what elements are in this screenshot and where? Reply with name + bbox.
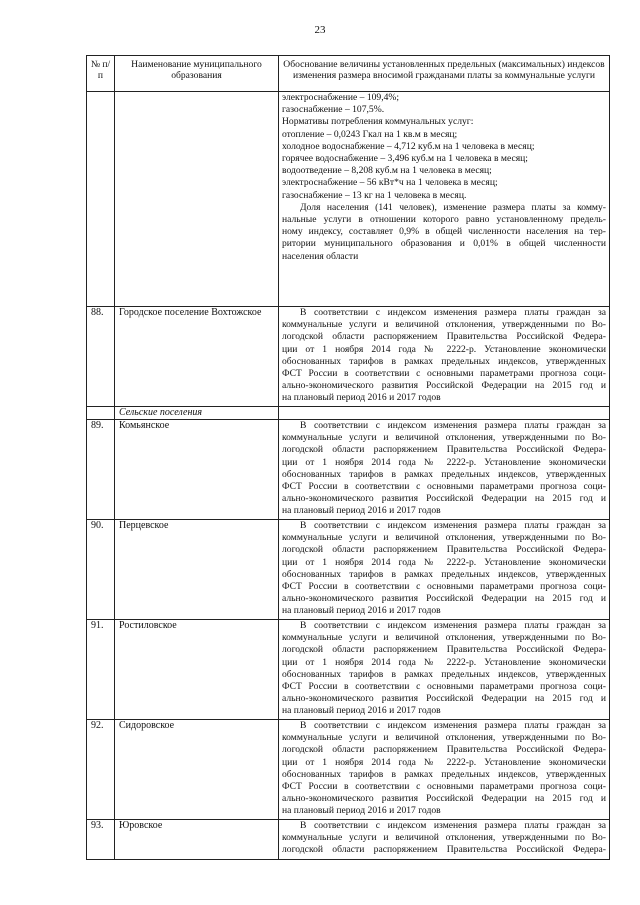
- table-row: [87, 520, 610, 620]
- row-number: 88.: [87, 307, 115, 407]
- header-number: № п/п: [87, 56, 115, 92]
- row-number: 91.: [87, 620, 115, 720]
- tariff-table: [86, 55, 610, 860]
- table-row: [87, 420, 610, 520]
- table-row: [87, 720, 610, 820]
- row-number: 93.: [87, 820, 115, 860]
- municipality-name: Комьянское: [115, 420, 279, 520]
- section-title: Сельские поселения: [115, 407, 279, 420]
- municipality-name: Перцевское: [115, 520, 279, 620]
- justification-text: В соответствии с индексом изменения размера платы граждан за коммунальные услуги и величиной отклонения, утвержденными по Во- логодской области распоряжением Правительства Российской Федера- ции от 1 ноября 2014 года № 2222-р. Установление экономически обоснованных тарифов в рамках предельных индексов, утвержденных ФСТ России в соответствии с основными параметрами прогноза соци- ально-экономического развития Российской Федерации на 2015 год и на плановый период 2016 и 2017 годов: [279, 720, 610, 820]
- table-row: [87, 307, 610, 407]
- section-row: [87, 407, 610, 420]
- municipality-name: Городское поселение Вохтожское: [115, 307, 279, 407]
- row-number: 89.: [87, 420, 115, 520]
- continuation-text: электроснабжение – 109,4%; газоснабжение – 107,5%. Нормативы потребления коммунальных услуг: отопление – 0,0243 Гкал на 1 кв.м в месяц; холодное водоснабжение – 4,712 куб.м на 1 человека в месяц; горячее водоснабжение – 3,496 куб.м на 1 человека в месяц; водоотведение – 8,208 куб.м на 1 человека в месяц; электроснабжение – 56 кВт*ч на 1 человека в месяц; газоснабжение – 13 кг на 1 человека в месяц. Доля населения (141 человек), изменение размера платы за комму- нальные услуги в отношении которого равно установленному предель- ному индексу, составляет 0,9% в общей численности населения на тер- ритории муниципального образования и 0,01% в общей численности населения области: [279, 92, 610, 307]
- municipality-name: Юровское: [115, 820, 279, 860]
- table-header: [87, 56, 610, 92]
- header-justification: Обоснование величины установленных предельных (максимальных) индексов изменения размера вносимой гражданами платы за коммунальные услуги: [279, 56, 610, 92]
- justification-text: В соответствии с индексом изменения размера платы граждан за коммунальные услуги и величиной отклонения, утвержденными по Во- логодской области распоряжением Правительства Российской Федера- ции от 1 ноября 2014 года № 2222-р. Установление экономически обоснованных тарифов в рамках предельных индексов, утвержденных ФСТ России в соответствии с основными параметрами прогноза соци- ально-экономического развития Российской Федерации на 2015 год и на плановый период 2016 и 2017 годов: [279, 620, 610, 720]
- municipality-name: Сидоровское: [115, 720, 279, 820]
- justification-text: В соответствии с индексом изменения размера платы граждан за коммунальные услуги и величиной отклонения, утвержденными по Во- логодской области распоряжением Правительства Российской Федера- ции от 1 ноября 2014 года № 2222-р. Установление экономически обоснованных тарифов в рамках предельных индексов, утвержденных ФСТ России в соответствии с основными параметрами прогноза соци- ально-экономического развития Российской Федерации на 2015 год и на плановый период 2016 и 2017 годов: [279, 420, 610, 520]
- justification-text: В соответствии с индексом изменения размера платы граждан за коммунальные услуги и величиной отклонения, утвержденными по Во- логодской области распоряжением Правительства Российской Федера- ции от 1 ноября 2014 года № 2222-р. Установление экономически обоснованных тарифов в рамках предельных индексов, утвержденных ФСТ России в соответствии с основными параметрами прогноза соци- ально-экономического развития Российской Федерации на 2015 год и на плановый период 2016 и 2017 годов: [279, 520, 610, 620]
- justification-text: В соответствии с индексом изменения размера платы граждан за коммунальные услуги и величиной отклонения, утвержденными по Во- логодской области распоряжением Правительства Российской Федера- ции от 1 ноября 2014 года № 2222-р. Установление экономически обоснованных тарифов в рамках предельных индексов, утвержденных ФСТ России в соответствии с основными параметрами прогноза соци- ально-экономического развития Российской Федерации на 2015 год и на плановый период 2016 и 2017 годов: [279, 307, 610, 407]
- table-row: [87, 620, 610, 720]
- row-number: 92.: [87, 720, 115, 820]
- table-row-continuation: [87, 92, 610, 307]
- municipality-name: Ростиловское: [115, 620, 279, 720]
- page-number: 23: [314, 24, 326, 36]
- header-municipality: Наименование муниципального образования: [115, 56, 279, 92]
- row-number: 90.: [87, 520, 115, 620]
- justification-text: В соответствии с индексом изменения размера платы граждан за коммунальные услуги и величиной отклонения, утвержденными по Во- логодской области распоряжением Правительства Российской Федера-: [279, 820, 610, 860]
- table-row: [87, 820, 610, 860]
